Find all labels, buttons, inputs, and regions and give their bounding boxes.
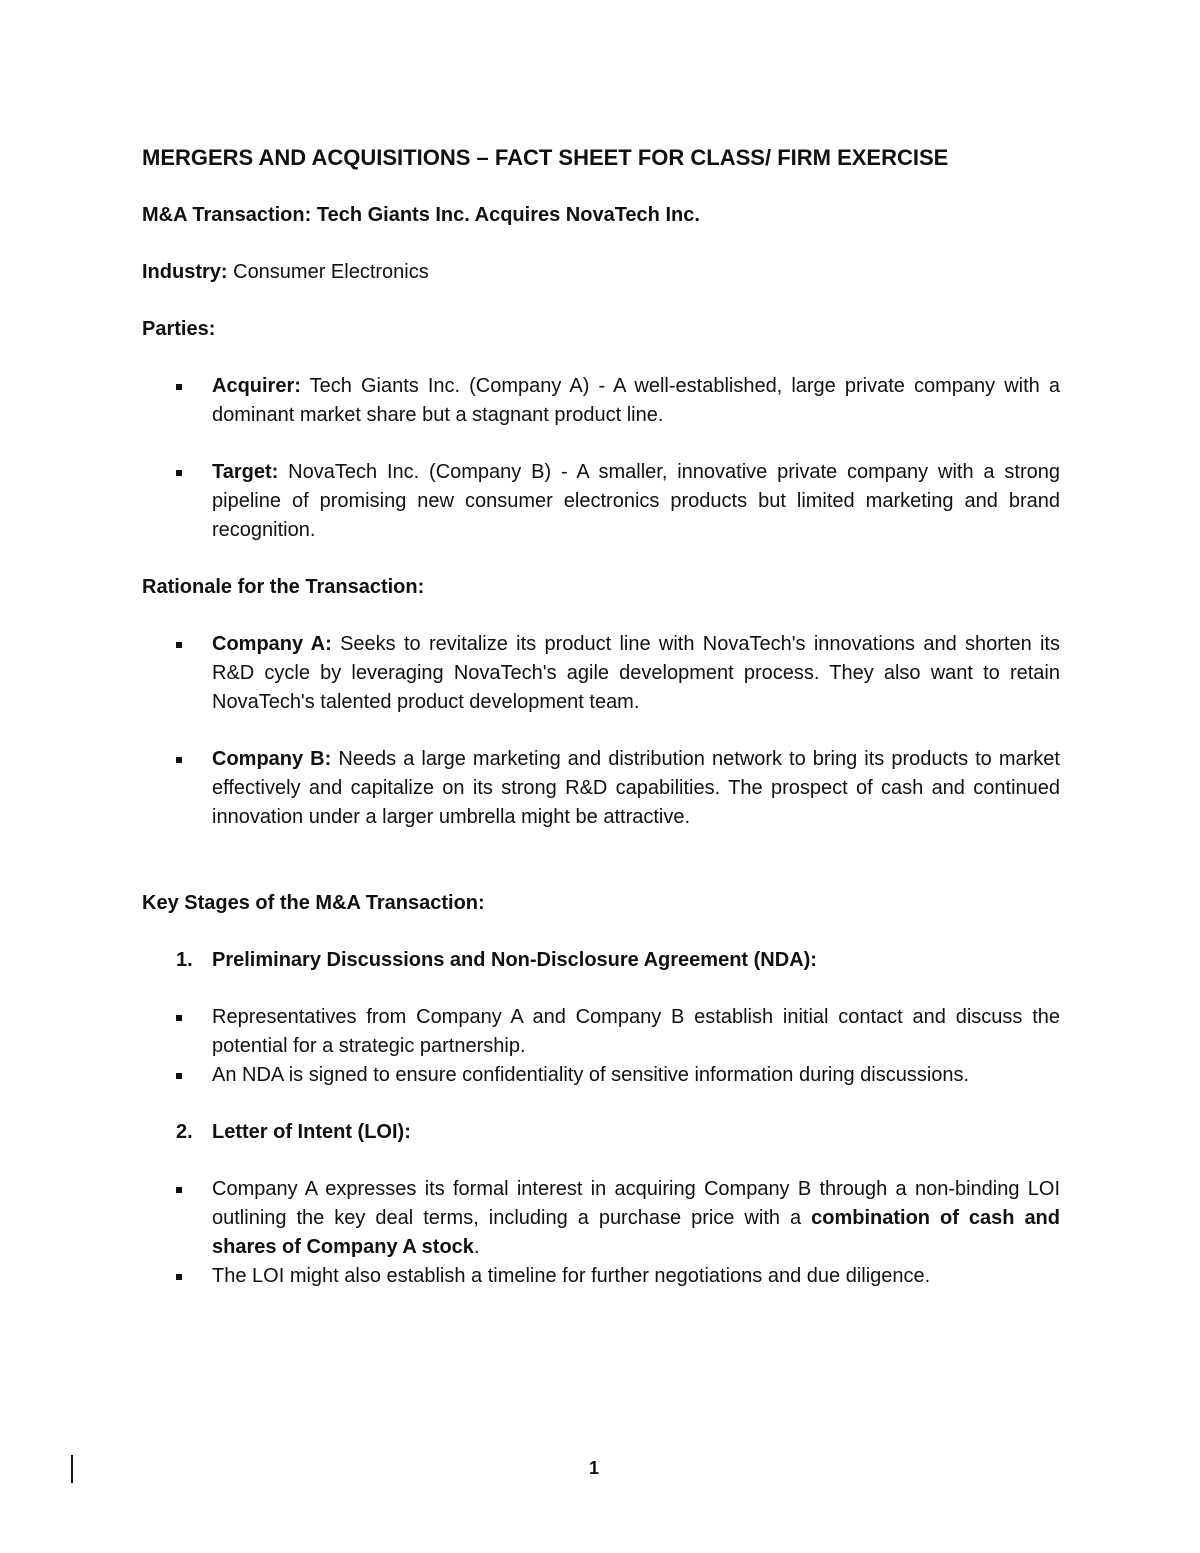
list-item [142, 1061, 1060, 1090]
transaction-heading: M&A Transaction: Tech Giants Inc. Acquires NovaTech Inc. [142, 204, 700, 226]
text-cursor [71, 1455, 73, 1483]
step-1-number: 1. [176, 949, 193, 971]
bullet-icon [176, 1015, 182, 1021]
company-b-label: Company B: [212, 748, 332, 770]
bullet-icon [176, 757, 182, 763]
company-a-label: Company A: [212, 633, 332, 655]
industry-line [142, 258, 1060, 287]
parties-list [142, 372, 1060, 430]
page-number: 1 [589, 1458, 600, 1478]
target-text: NovaTech Inc. (Company B) - A smaller, innovative private company with a strong pipeline of promising new consumer electronics products but limited marketing and brand recognition. [212, 461, 1060, 541]
industry-value: Consumer Electronics [227, 261, 429, 283]
bullet-icon [176, 470, 182, 476]
list-item-company-b [142, 745, 1060, 832]
list-item-company-a [142, 630, 1060, 717]
document-body [142, 143, 1060, 1291]
bullet-icon [176, 642, 182, 648]
parties-heading: Parties: [142, 318, 216, 340]
company-b-text: Needs a large marketing and distribution network to bring its products to market effectively and capitalize on its strong R&D capabilities. The prospect of cash and continued innovation under a larger umbrella might be attractive. [212, 748, 1060, 828]
step-2-list [142, 1175, 1060, 1291]
rationale-list-b [142, 745, 1060, 832]
step-2-heading [142, 1118, 1060, 1147]
acquirer-label: Acquirer: [212, 375, 301, 397]
step-2-title: Letter of Intent (LOI): [212, 1121, 411, 1143]
company-a-text: Seeks to revitalize its product line with NovaTech's innovations and shorten its R&D cycle by leveraging NovaTech's agile development process. They also want to retain NovaTech's talented product development team. [212, 633, 1060, 713]
bullet-icon [176, 384, 182, 390]
parties-list-target [142, 458, 1060, 545]
step-2-number: 2. [176, 1121, 193, 1143]
list-item [142, 1175, 1060, 1262]
stages-heading: Key Stages of the M&A Transaction: [142, 892, 485, 914]
step-1-list [142, 1003, 1060, 1090]
bullet-icon [176, 1073, 182, 1079]
list-item-target [142, 458, 1060, 545]
list-item [142, 1262, 1060, 1291]
bullet-icon [176, 1274, 182, 1280]
step-1-bullet-1: Representatives from Company A and Company B establish initial contact and discuss the potential for a strategic partnership. [212, 1006, 1060, 1057]
step-2-bullet-2: The LOI might also establish a timeline for further negotiations and due diligence. [212, 1265, 931, 1287]
list-item-acquirer [142, 372, 1060, 430]
list-item [142, 1003, 1060, 1061]
rationale-list-a [142, 630, 1060, 717]
industry-label: Industry: [142, 261, 228, 283]
target-label: Target: [212, 461, 279, 483]
step-2-bullet-1-end: . [473, 1236, 480, 1258]
step-1-title: Preliminary Discussions and Non-Disclosure Agreement (NDA): [212, 949, 817, 971]
step-1-heading [142, 946, 1060, 975]
rationale-heading: Rationale for the Transaction: [142, 576, 425, 598]
acquirer-text: Tech Giants Inc. (Company A) - A well-established, large private company with a dominant market share but a stagnant product line. [212, 375, 1060, 426]
step-2-bullet-1-text: Company A expresses its formal interest in acquiring Company B through a non-binding LOI outlining the key deal terms, including a purchase price with a [212, 1178, 1060, 1229]
step-1-bullet-2: An NDA is signed to ensure confidentiality of sensitive information during discussions. [212, 1064, 970, 1086]
bullet-icon [176, 1187, 182, 1193]
document-title: MERGERS AND ACQUISITIONS – FACT SHEET FOR CLASS/ FIRM EXERCISE [142, 145, 949, 170]
step-2-bullet-1-bold: combination of cash and shares of Company A stock [212, 1207, 1060, 1258]
